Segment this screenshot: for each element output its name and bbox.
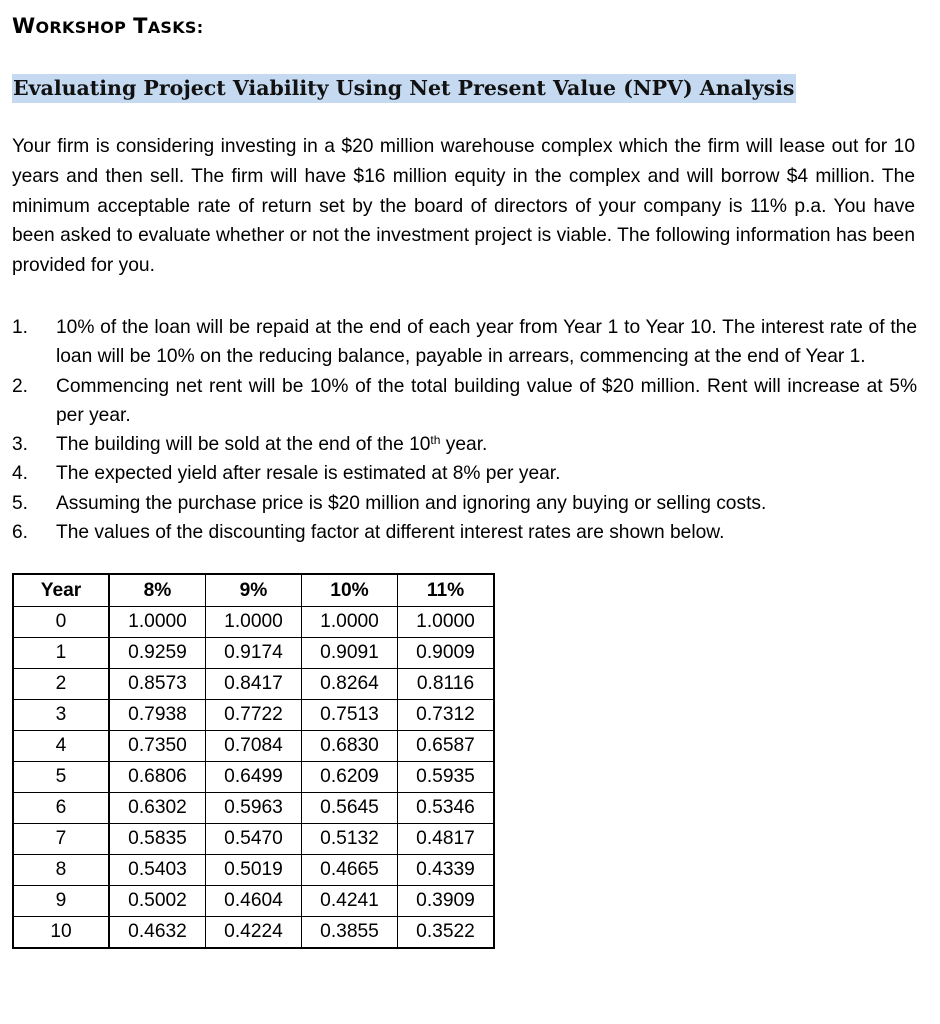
table-cell: 0.3522 [398, 917, 495, 949]
workshop-heading [12, 14, 917, 50]
table-cell-year: 10 [13, 917, 109, 949]
task-list [12, 313, 917, 547]
document-title: Evaluating Project Viability Using Net Present Value (NPV) Analysis [12, 74, 796, 103]
task-item-3 [12, 430, 917, 459]
table-cell-year: 9 [13, 886, 109, 917]
task-text: The values of the discounting factor at different interest rates are shown below. [56, 522, 725, 544]
table-cell: 0.7938 [109, 700, 206, 731]
table-cell-year: 5 [13, 762, 109, 793]
table-cell-year: 0 [13, 607, 109, 638]
column-header-10pct: 10% [302, 574, 398, 607]
table-cell: 0.9091 [302, 638, 398, 669]
table-cell: 0.6587 [398, 731, 495, 762]
task-number: 3. [12, 434, 29, 456]
table-cell-year: 3 [13, 700, 109, 731]
table-cell: 0.4665 [302, 855, 398, 886]
table-cell: 0.4224 [206, 917, 302, 949]
table-cell-year: 1 [13, 638, 109, 669]
task-item-2 [12, 372, 917, 431]
table-cell: 1.0000 [206, 607, 302, 638]
table-cell: 0.5019 [206, 855, 302, 886]
table-row [13, 669, 494, 700]
table-cell: 0.6209 [302, 762, 398, 793]
task-superscript: th [430, 433, 441, 448]
task-number: 6. [12, 522, 29, 544]
task-text: The expected yield after resale is estimated at 8% per year. [56, 463, 561, 485]
table-cell: 0.5835 [109, 824, 206, 855]
task-item-4 [12, 459, 917, 488]
table-cell: 0.5132 [302, 824, 398, 855]
discount-factor-table [12, 573, 495, 949]
table-cell-year: 4 [13, 731, 109, 762]
task-text-before: The building will be sold at the end of the 10 [56, 434, 431, 456]
table-cell: 0.9174 [206, 638, 302, 669]
column-header-11pct: 11% [398, 574, 495, 607]
task-number: 1. [12, 316, 29, 338]
table-cell: 0.9259 [109, 638, 206, 669]
table-cell: 0.8264 [302, 669, 398, 700]
heading-letter-w: W [12, 14, 36, 38]
table-cell: 0.4817 [398, 824, 495, 855]
task-number: 2. [12, 375, 29, 397]
title-wrap [12, 74, 917, 118]
task-number: 5. [12, 492, 29, 514]
task-text-after: year. [440, 434, 488, 456]
table-cell-year: 8 [13, 855, 109, 886]
table-row [13, 917, 494, 949]
table-cell: 0.4241 [302, 886, 398, 917]
table-cell: 0.8116 [398, 669, 495, 700]
table-row [13, 638, 494, 669]
table-row [13, 762, 494, 793]
heading-word-asks: ASKS: [147, 18, 204, 37]
table-cell: 0.7312 [398, 700, 495, 731]
table-cell: 0.7513 [302, 700, 398, 731]
table-cell: 0.5963 [206, 793, 302, 824]
table-row [13, 607, 494, 638]
table-cell: 0.5346 [398, 793, 495, 824]
column-header-9pct: 9% [206, 574, 302, 607]
table-cell: 0.5645 [302, 793, 398, 824]
table-cell: 0.7084 [206, 731, 302, 762]
table-cell: 0.3855 [302, 917, 398, 949]
table-cell: 0.5470 [206, 824, 302, 855]
table-cell-year: 2 [13, 669, 109, 700]
task-text: 10% of the loan will be repaid at the end of each year from Year 1 to Year 10. The interest rate of the loan will be 10% on the reducing balance, payable in arrears, commencing at the end of Year 1. [56, 316, 917, 368]
table-row [13, 886, 494, 917]
table-cell-year: 6 [13, 793, 109, 824]
table-cell: 0.7722 [206, 700, 302, 731]
task-item-5 [12, 489, 917, 518]
table-cell-year: 7 [13, 824, 109, 855]
table-header-row [13, 574, 494, 607]
table-row [13, 855, 494, 886]
document-page [12, 14, 917, 949]
table-cell: 0.6499 [206, 762, 302, 793]
table-cell: 0.8573 [109, 669, 206, 700]
table-cell: 0.8417 [206, 669, 302, 700]
table-cell: 0.5403 [109, 855, 206, 886]
heading-letter-t: T [133, 14, 148, 38]
intro-paragraph: Your firm is considering investing in a $20 million warehouse complex which the firm will lease out for 10 years and then sell. The firm will have $16 million equity in the complex and will borrow $4 million. The minimum acceptable rate of return set by the board of directors of your company is 11% p.a. You have been asked to evaluate whether or not the investment project is viable. The following information has been provided for you. [12, 136, 915, 277]
table-cell: 0.4632 [109, 917, 206, 949]
table-cell: 0.6302 [109, 793, 206, 824]
table-cell: 0.6830 [302, 731, 398, 762]
table-row [13, 731, 494, 762]
task-text: Commencing net rent will be 10% of the total building value of $20 million. Rent will increase at 5% per year. [56, 375, 917, 426]
table-cell: 0.3909 [398, 886, 495, 917]
table-cell: 0.9009 [398, 638, 495, 669]
table-cell: 0.7350 [109, 731, 206, 762]
table-row [13, 700, 494, 731]
table-row [13, 793, 494, 824]
table-row [13, 824, 494, 855]
table-cell: 0.4604 [206, 886, 302, 917]
table-cell: 1.0000 [302, 607, 398, 638]
table-cell: 1.0000 [398, 607, 495, 638]
column-header-8pct: 8% [109, 574, 206, 607]
heading-word-orkshop: ORKSHOP [35, 18, 127, 37]
task-item-1 [12, 313, 917, 372]
table-cell: 1.0000 [109, 607, 206, 638]
table-cell: 0.5935 [398, 762, 495, 793]
task-item-6 [12, 518, 917, 547]
table-cell: 0.5002 [109, 886, 206, 917]
table-cell: 0.4339 [398, 855, 495, 886]
task-text: Assuming the purchase price is $20 million and ignoring any buying or selling costs. [56, 492, 767, 514]
table-cell: 0.6806 [109, 762, 206, 793]
task-number: 4. [12, 463, 29, 485]
column-header-year: Year [13, 574, 109, 607]
